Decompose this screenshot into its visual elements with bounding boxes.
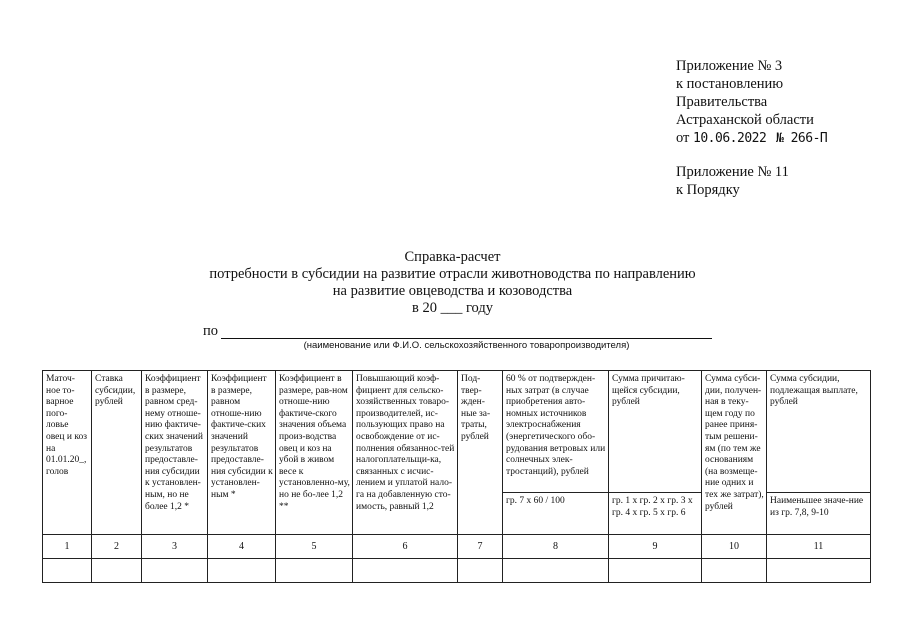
column-number: 7: [458, 535, 503, 559]
annex-order: [676, 163, 789, 199]
column-number-row: [43, 535, 871, 559]
title-line: потребности в субсидии на развитие отрасли животноводства по направлению: [209, 266, 696, 282]
data-cell[interactable]: [702, 559, 767, 583]
data-cell[interactable]: [142, 559, 208, 583]
title-line: в 20 ___ году: [411, 300, 494, 316]
calculation-table: [42, 370, 871, 583]
decree-date: 10.06.2022: [693, 131, 767, 146]
header-cell: Ставка субсидии, рублей: [92, 371, 142, 535]
column-number: 10: [702, 535, 767, 559]
annex-order-line: Приложение № 11: [676, 164, 789, 180]
column-number: 11: [767, 535, 871, 559]
title-line: Справка-расчет: [404, 249, 501, 265]
header-cell: Сумма субси-дии, получен-ная в теку-щем году по ранее приня-тым решени-ям (по тем же основаниям (на возмеще-ние одних и тех же затрат), рублей: [702, 371, 767, 535]
header-cell: Сумма субсидии, подлежащая выплате, рублей: [767, 371, 871, 493]
header-cell: Коэффициент в размере, равном сред-нему отноше-нию фактиче-ских значений результатов предоставле-ния субсидии к установлен-ным, но не более 1,2 *: [142, 371, 208, 535]
data-cell[interactable]: [92, 559, 142, 583]
column-number: 6: [353, 535, 458, 559]
data-row: [43, 559, 871, 583]
header-cell: Коэффициент в размере, рав-ном отноше-нию фактиче-ского значения объема произ-водства овец и коз на убой в живом весе к установленно-му, но не бо-лее 1,2 **: [276, 371, 353, 535]
header-cell: 60 % от подтвержден-ных затрат (в случае приобретения авто-номных источников электроснабжения (энергетического обо-рудования ветровых или солнечных элек-тростанций), рублей: [503, 371, 609, 493]
header-cell: Коэффициент в размере, равном отноше-нию фактиче-ских значений результатов предоставле-ния субсидии к установлен-ным *: [208, 371, 276, 535]
data-cell[interactable]: [353, 559, 458, 583]
column-number: 4: [208, 535, 276, 559]
data-cell[interactable]: [458, 559, 503, 583]
document-title: [0, 249, 905, 317]
data-cell[interactable]: [609, 559, 702, 583]
recipient-label: по: [203, 323, 219, 339]
formula-cell: гр. 1 х гр. 2 х гр. 3 х гр. 4 х гр. 5 х гр. 6: [609, 493, 702, 535]
header-row: [43, 371, 871, 493]
formula-cell: Наименьшее значе-ние из гр. 7,8, 9-10: [767, 493, 871, 535]
column-number: 1: [43, 535, 92, 559]
annex-decree-date-line: [676, 129, 827, 148]
column-number: 2: [92, 535, 142, 559]
title-line: на развитие овцеводства и козоводства: [332, 283, 573, 299]
annex-decree-line: Правительства: [676, 94, 768, 110]
header-cell: Маточ-ное то-варное пого-ловье овец и коз на 01.01.20_, голов: [43, 371, 92, 535]
header-cell: Под-твер-жден-ные за-траты, рублей: [458, 371, 503, 535]
annex-decree-line: Приложение № 3: [676, 58, 783, 74]
column-number: 8: [503, 535, 609, 559]
header-cell: Повышающий коэф-фициент для сельско-хозяйственных товаро-производителей, ис-пользующих право на освобождение от ис-полнения обязаннос-тей налогоплательщи-ка, связанных с исчис-лением и уплатой нало-га на добавленную сто-имость, равный 1,2: [353, 371, 458, 535]
column-number: 5: [276, 535, 353, 559]
annex-decree-line: к постановлению: [676, 76, 784, 92]
column-number: 9: [609, 535, 702, 559]
recipient-caption: (наименование или Ф.И.О. сельскохозяйственного товаропроизводителя): [303, 340, 630, 351]
header-cell: Сумма причитаю-щейся субсидии, рублей: [609, 371, 702, 493]
data-cell[interactable]: [503, 559, 609, 583]
data-cell[interactable]: [767, 559, 871, 583]
column-number: 3: [142, 535, 208, 559]
annex-decree: [676, 57, 827, 148]
date-prefix: от: [676, 130, 690, 146]
data-cell[interactable]: [276, 559, 353, 583]
formula-cell: гр. 7 х 60 / 100: [503, 493, 609, 535]
data-cell[interactable]: [43, 559, 92, 583]
decree-number: № 266-П: [775, 131, 828, 146]
annex-decree-line: Астраханской области: [676, 112, 814, 128]
annex-order-line: к Порядку: [676, 182, 740, 198]
data-cell[interactable]: [208, 559, 276, 583]
recipient-fill-line[interactable]: [221, 338, 712, 339]
